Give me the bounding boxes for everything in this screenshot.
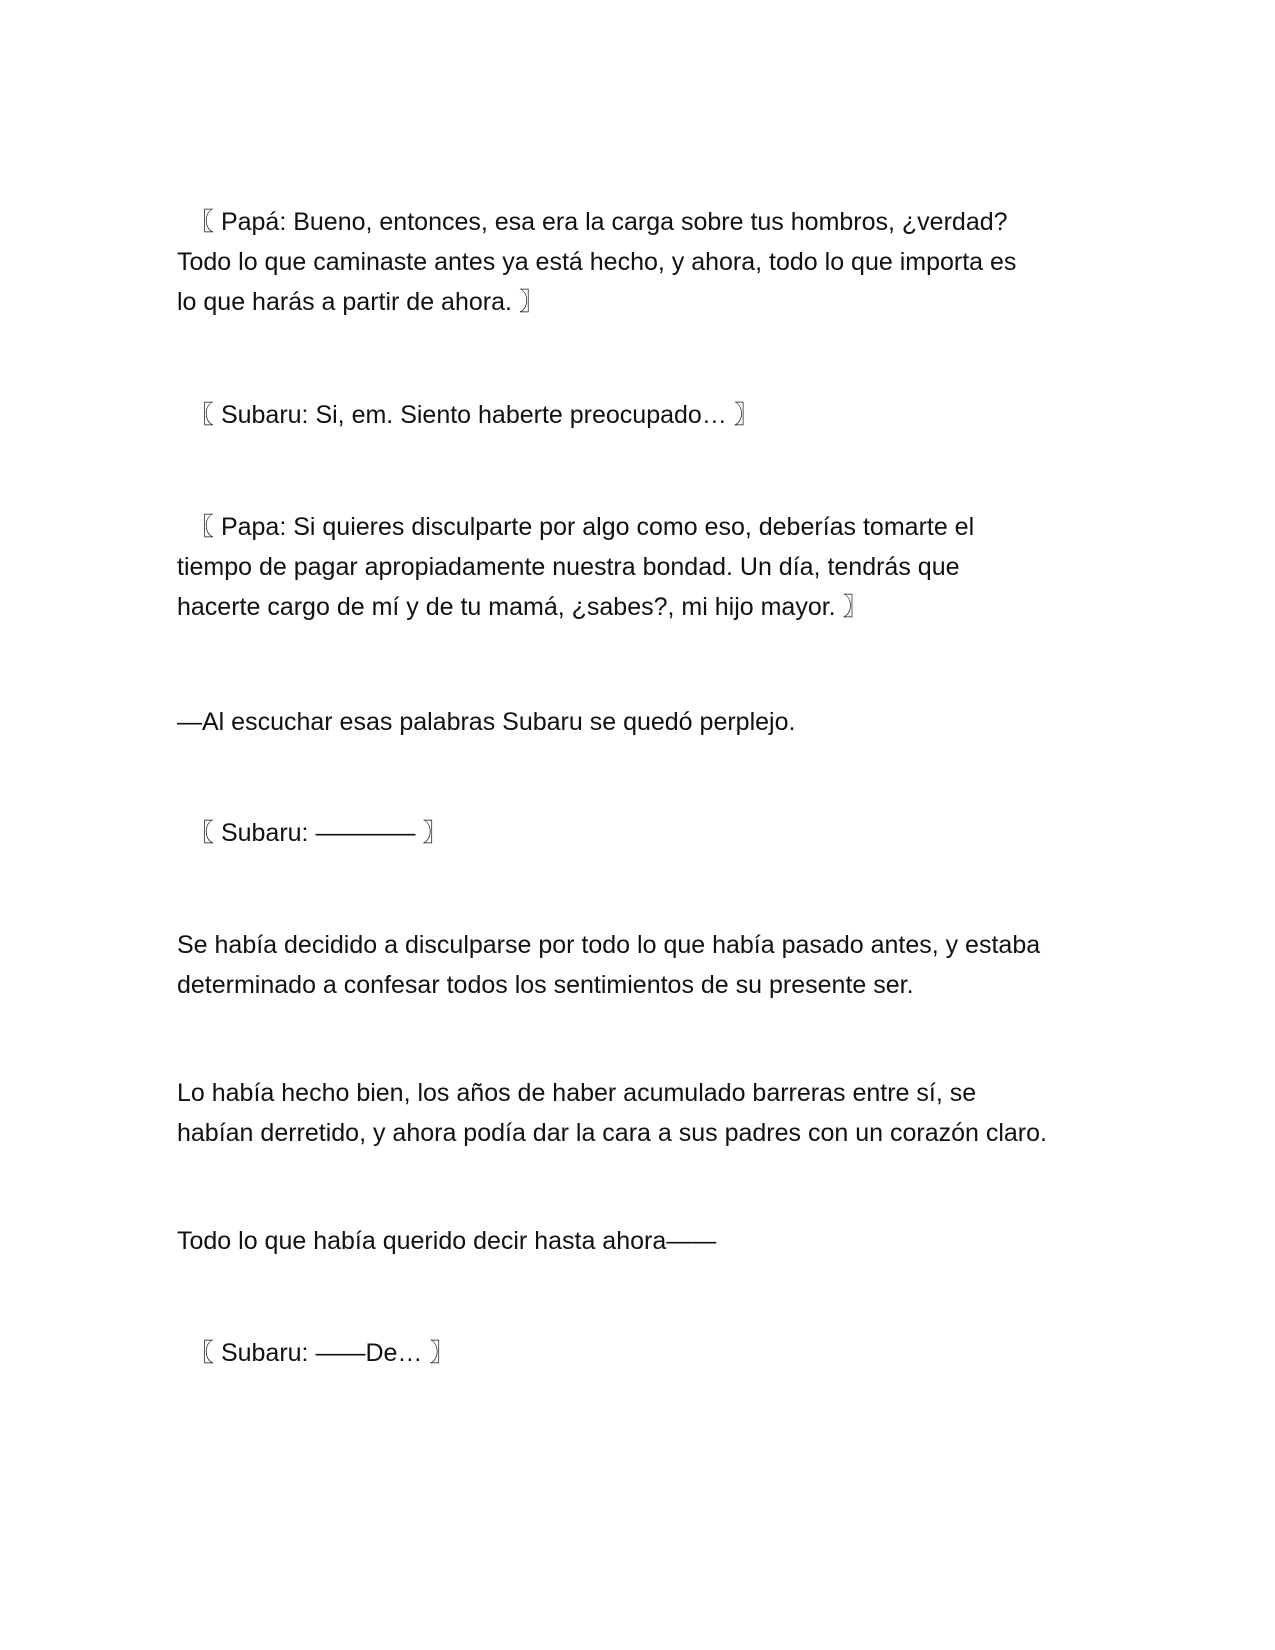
text-line: 〖 Subaru: ———— 〗 — [189, 819, 448, 847]
text-line: determinado a confesar todos los sentimientos de su presente ser. — [177, 971, 914, 999]
text-line: Todo lo que había querido decir hasta ahora—— — [177, 1227, 717, 1255]
dialogue-subaru-1 — [177, 395, 1117, 435]
narration-perplexed — [177, 702, 1117, 742]
text-line: 〖 Subaru: Si, em. Siento haberte preocupado… 〗 — [189, 401, 759, 429]
text-line: 〖 Papá: Bueno, entonces, esa era la carga sobre tus hombros, ¿verdad? — [189, 208, 1008, 236]
narration-decided — [177, 925, 1117, 1005]
text-line: 〖 Papa: Si quieres disculparte por algo como eso, deberías tomarte el — [189, 513, 975, 541]
narration-done-well — [177, 1073, 1117, 1153]
dialogue-subaru-3 — [177, 1333, 1117, 1373]
text-line: tiempo de pagar apropiadamente nuestra bondad. Un día, tendrás que — [177, 553, 960, 581]
text-line: Se había decidido a disculparse por todo lo que había pasado antes, y estaba — [177, 931, 1041, 959]
text-line: Lo había hecho bien, los años de haber acumulado barreras entre sí, se — [177, 1079, 977, 1107]
dialogue-subaru-2 — [177, 813, 1117, 853]
text-line: hacerte cargo de mí y de tu mamá, ¿sabes?, mi hijo mayor. 〗 — [177, 593, 868, 621]
text-line: —Al escuchar esas palabras Subaru se quedó perplejo. — [177, 708, 796, 736]
dialogue-papa-1 — [177, 202, 1117, 322]
text-line: Todo lo que caminaste antes ya está hecho, y ahora, todo lo que importa es — [177, 248, 1017, 276]
text-line: lo que harás a partir de ahora. 〗 — [177, 288, 544, 316]
text-line: 〖 Subaru: ——De… 〗 — [189, 1339, 455, 1367]
text-line: habían derretido, y ahora podía dar la cara a sus padres con un corazón claro. — [177, 1119, 1047, 1147]
narration-all-he-wanted — [177, 1221, 1117, 1261]
dialogue-papa-2 — [177, 507, 1117, 627]
